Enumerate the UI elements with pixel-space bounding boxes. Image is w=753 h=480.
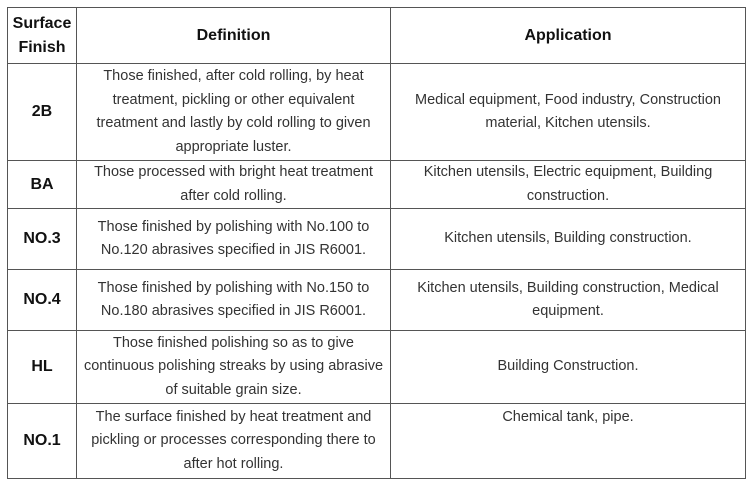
definition-cell: Those finished, after cold rolling, by heat treatment, pickling or other equivalent treatment and lastly by cold rolling to given appropriate luster. [77, 64, 391, 161]
finish-cell: 2B [8, 64, 77, 161]
table-row [8, 331, 746, 404]
finish-cell: NO.3 [8, 209, 77, 270]
definition-cell: Those finished by polishing with No.150 to No.180 abrasives specified in JIS R6001. [77, 270, 391, 331]
table-row [8, 270, 746, 331]
application-cell: Kitchen utensils, Electric equipment, Building construction. [391, 161, 746, 209]
table-row [8, 209, 746, 270]
definition-cell: Those finished by polishing with No.100 to No.120 abrasives specified in JIS R6001. [77, 209, 391, 270]
finish-cell: BA [8, 161, 77, 209]
surface-finish-table [7, 7, 746, 479]
table-row [8, 64, 746, 161]
definition-cell: Those finished polishing so as to give continuous polishing streaks by using abrasive of suitable grain size. [77, 331, 391, 404]
table-row [8, 161, 746, 209]
definition-cell: The surface finished by heat treatment and pickling or processes corresponding there to after hot rolling. [77, 404, 391, 479]
application-cell: Chemical tank, pipe. [391, 404, 746, 479]
finish-cell: NO.4 [8, 270, 77, 331]
finish-cell: NO.1 [8, 404, 77, 479]
table-container [7, 7, 746, 479]
application-cell: Building Construction. [391, 331, 746, 404]
table-header-row [8, 8, 746, 64]
table-row [8, 404, 746, 479]
header-application: Application [391, 8, 746, 64]
header-definition: Definition [77, 8, 391, 64]
definition-cell: Those processed with bright heat treatment after cold rolling. [77, 161, 391, 209]
application-cell: Kitchen utensils, Building construction, Medical equipment. [391, 270, 746, 331]
application-cell: Medical equipment, Food industry, Construction material, Kitchen utensils. [391, 64, 746, 161]
finish-cell: HL [8, 331, 77, 404]
application-cell: Kitchen utensils, Building construction. [391, 209, 746, 270]
header-surface-finish: Surface Finish [8, 8, 77, 64]
